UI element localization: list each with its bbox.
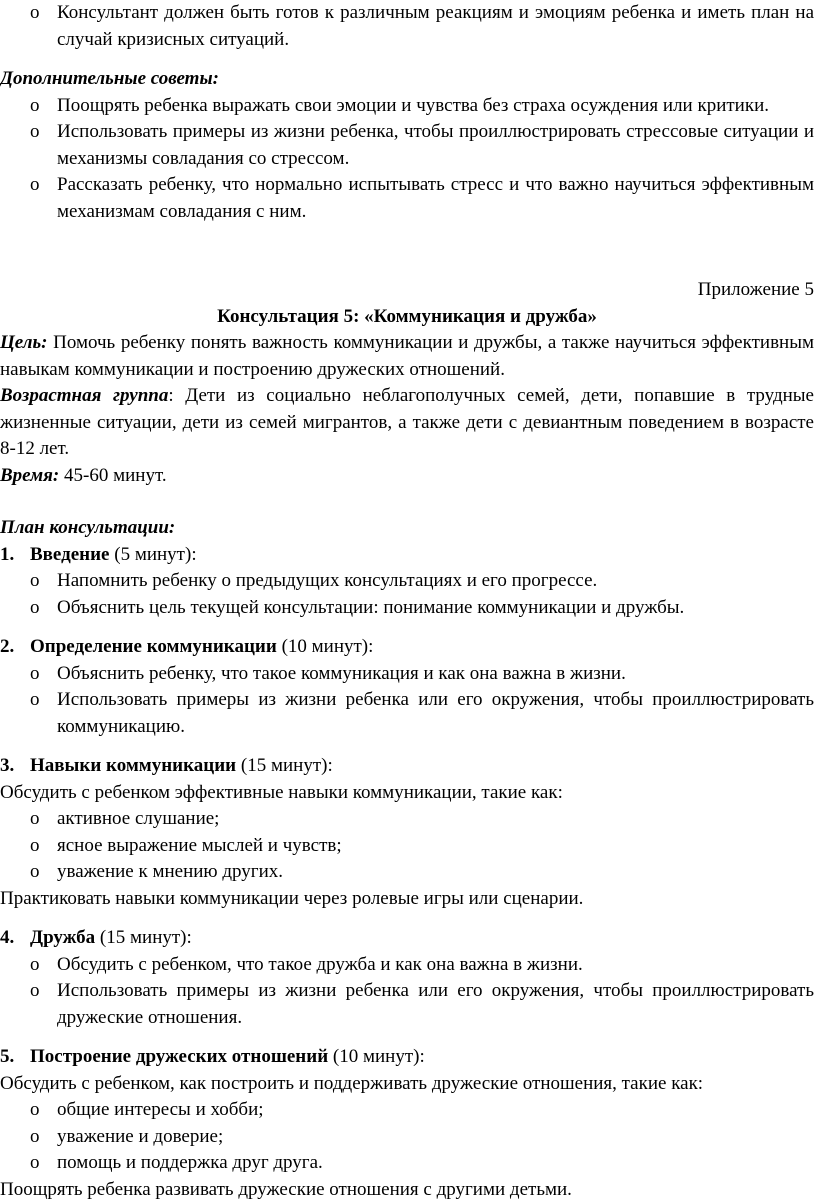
bullet-text: Обсудить с ребенком, что такое дружба и как она важна в жизни. (57, 954, 583, 975)
list-item (0, 806, 814, 833)
time-label: Время: (0, 465, 59, 486)
bullet-mark: o (30, 93, 40, 120)
section-duration: (10 минут): (328, 1046, 425, 1067)
list-item (0, 952, 814, 979)
bullet-mark: o (30, 119, 40, 146)
list-item (0, 978, 814, 1031)
section-title: Построение дружеских отношений (30, 1046, 328, 1067)
plan-heading: План консультации: (0, 515, 814, 542)
bullet-mark: o (30, 687, 40, 714)
list-item (0, 568, 814, 595)
list-item (0, 172, 814, 225)
list-item (0, 595, 814, 622)
bullet-mark: o (30, 1150, 40, 1177)
bullet-mark: o (30, 595, 40, 622)
bullet-mark: o (30, 859, 40, 886)
section-duration: (5 минут): (110, 544, 197, 565)
bullet-mark: o (30, 0, 40, 27)
bullet-text: общие интересы и хобби; (57, 1099, 264, 1120)
bullet-text: Поощрять ребенка выражать свои эмоции и чувства без страха осуждения или критики. (57, 95, 769, 116)
tips-heading: Дополнительные советы: (0, 66, 814, 93)
list-item (0, 661, 814, 688)
goal-text: Помочь ребенку понять важность коммуникации и дружбы, а также научиться эффективным навыкам коммуникации и построению дружеских отношений. (0, 332, 814, 380)
section-heading (0, 542, 814, 569)
bullet-text: Рассказать ребенку, что нормально испытывать стресс и что важно научиться эффективным механизмам совладания с ним. (57, 174, 814, 222)
list-item (0, 1150, 814, 1177)
section-title: Дружба (30, 927, 95, 948)
bullet-mark: o (30, 978, 40, 1005)
list-item (0, 1097, 814, 1124)
section-outro: Поощрять ребенка развивать дружеские отношения с другими детьми. (0, 1177, 814, 1203)
section-duration: (15 минут): (95, 927, 192, 948)
section-heading (0, 753, 814, 780)
bullet-text: Консультант должен быть готов к различным реакциям и эмоциям ребенка и иметь план на случай кризисных ситуаций. (57, 2, 814, 50)
goal-label: Цель: (0, 332, 48, 353)
bullet-text: Напомнить ребенку о предыдущих консультациях и его прогрессе. (57, 570, 597, 591)
bullet-text: уважение и доверие; (57, 1126, 223, 1147)
section-heading (0, 925, 814, 952)
plan-section (0, 925, 814, 1031)
section-title: Навыки коммуникации (30, 755, 236, 776)
list-item (0, 0, 814, 53)
bullet-mark: o (30, 568, 40, 595)
bullet-text: Использовать примеры из жизни ребенка, чтобы проиллюстрировать стрессовые ситуации и механизмы совладания со стрессом. (57, 121, 814, 169)
bullet-mark: o (30, 952, 40, 979)
section-number: 2. (0, 634, 14, 661)
page-title: Консультация 5: «Коммуникация и дружба» (0, 304, 814, 331)
bullet-text: Использовать примеры из жизни ребенка или его окружения, чтобы проиллюстрировать коммуникацию. (57, 689, 814, 737)
section-outro: Практиковать навыки коммуникации через ролевые игры или сценарии. (0, 886, 814, 913)
section-title: Введение (30, 544, 110, 565)
age-text: : Дети из социально неблагополучных семей, дети, попавшие в трудные жизненные ситуации, дети из семей мигрантов, а также дети с девиантным поведением в возрасте 8-12 лет. (0, 385, 814, 459)
bullet-mark: o (30, 1097, 40, 1124)
bullet-mark: o (30, 806, 40, 833)
section-intro: Обсудить с ребенком эффективные навыки коммуникации, такие как: (0, 780, 814, 807)
section-number: 5. (0, 1044, 14, 1071)
list-item (0, 119, 814, 172)
section-heading (0, 1044, 814, 1071)
bullet-mark: o (30, 1124, 40, 1151)
bullet-text: Объяснить ребенку, что такое коммуникация и как она важна в жизни. (57, 663, 626, 684)
section-number: 1. (0, 542, 14, 569)
bullet-text: Использовать примеры из жизни ребенка или его окружения, чтобы проиллюстрировать дружеские отношения. (57, 980, 814, 1028)
tips-list (0, 93, 814, 226)
plan-section (0, 542, 814, 622)
plan-section (0, 634, 814, 740)
section-duration: (15 минут): (236, 755, 333, 776)
section-title: Определение коммуникации (30, 636, 277, 657)
bullet-text: активное слушание; (57, 808, 219, 829)
bullet-text: Объяснить цель текущей консультации: понимание коммуникации и дружбы. (57, 597, 684, 618)
plan-section (0, 1044, 814, 1203)
list-item (0, 859, 814, 886)
goal-paragraph (0, 330, 814, 383)
list-item (0, 1124, 814, 1151)
section-duration: (10 минут): (277, 636, 374, 657)
top-bullet-list (0, 0, 814, 53)
section-intro: Обсудить с ребенком, как построить и поддерживать дружеские отношения, такие как: (0, 1071, 814, 1098)
time-text: 45-60 минут. (59, 465, 166, 486)
section-number: 3. (0, 753, 14, 780)
plan-section (0, 753, 814, 912)
list-item (0, 833, 814, 860)
bullet-mark: o (30, 833, 40, 860)
bullet-text: ясное выражение мыслей и чувств; (57, 835, 342, 856)
section-heading (0, 634, 814, 661)
bullet-mark: o (30, 661, 40, 688)
bullet-text: уважение к мнению других. (57, 861, 283, 882)
list-item (0, 93, 814, 120)
list-item (0, 687, 814, 740)
bullet-text: помощь и поддержка друг друга. (57, 1152, 323, 1173)
age-label: Возрастная группа (0, 385, 168, 406)
section-number: 4. (0, 925, 14, 952)
appendix-label: Приложение 5 (0, 277, 814, 304)
bullet-mark: o (30, 172, 40, 199)
age-paragraph (0, 383, 814, 463)
time-paragraph (0, 463, 814, 490)
